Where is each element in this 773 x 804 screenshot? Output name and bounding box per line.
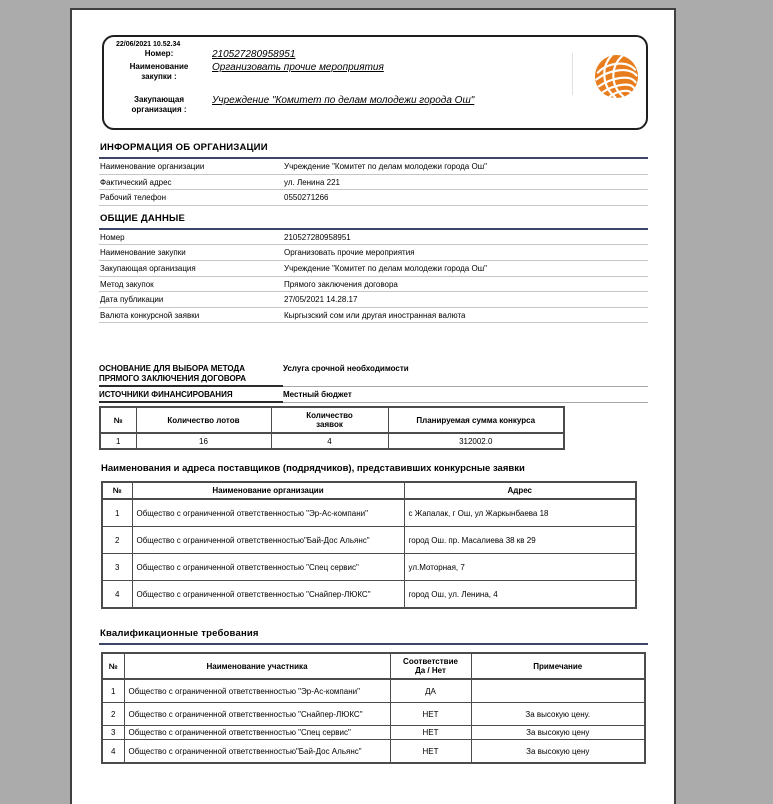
note-value: За высокую цену. (471, 703, 645, 726)
supplier-address: город Ош. пр. Масалиева 38 кв 29 (404, 527, 636, 554)
match-value: НЕТ (390, 726, 471, 740)
info-row (99, 230, 648, 246)
info-row (99, 292, 648, 308)
globe-icon (593, 53, 640, 100)
direct-contract-basis-label: ОСНОВАНИЕ ДЛЯ ВЫБОРА МЕТОДА ПРЯМОГО ЗАКЛЮЧЕНИЯ ДОГОВОРА (99, 364, 283, 387)
work-phone-value: 0550271266 (284, 193, 329, 203)
lots-summary-table (99, 406, 565, 450)
col-planned-sum: Планируемая сумма конкурса (388, 407, 564, 433)
basis-row (99, 390, 648, 403)
supplier-address: город Ош, ул. Ленина, 4 (404, 581, 636, 609)
direct-contract-basis-value: Услуга срочной необходимости (283, 364, 648, 387)
gd-method-label: Метод закупок (100, 279, 154, 289)
col-lot-count: Количество лотов (136, 407, 271, 433)
qualification-table (101, 652, 646, 764)
supplier-address: ул.Моторная, 7 (404, 554, 636, 581)
info-row (99, 190, 648, 206)
general-data-title: ОБЩИЕ ДАННЫЕ (99, 213, 648, 230)
header-box (102, 35, 648, 130)
participant-name: Общество с ограниченной ответственностью "Снайпер-ЛЮКС" (124, 703, 390, 726)
table-header-row (102, 653, 645, 679)
table-header-row (100, 407, 564, 433)
table-row (102, 554, 636, 581)
supplier-name: Общество с ограниченной ответственностью "Спец сервис" (132, 554, 404, 581)
header-field-procurement-name (116, 62, 634, 81)
table-row (100, 433, 564, 449)
lots-num: 1 (100, 433, 136, 449)
work-phone-label: Рабочий телефон (100, 193, 167, 203)
supplier-name: Общество с ограниченной ответственностью "Эр-Ас-компани" (132, 499, 404, 527)
note-value (471, 679, 645, 703)
funding-sources-value: Местный бюджет (283, 390, 648, 403)
participant-num: 4 (102, 740, 124, 764)
document-page (70, 8, 676, 804)
gd-pubdate-value: 27/05/2021 14.28.17 (284, 295, 358, 305)
gd-currency-label: Валюта конкурсной заявки (100, 310, 200, 320)
supplier-name: Общество с ограниченной ответственностью "Снайпер-ЛЮКС" (132, 581, 404, 609)
table-row (102, 679, 645, 703)
col-org-name: Наименование организации (132, 482, 404, 499)
header-divider (572, 53, 573, 95)
section-organization-info (99, 142, 648, 206)
supplier-name: Общество с ограниченной ответственностью"Бай-Дос Альянс" (132, 527, 404, 554)
note-value: За высокую цену (471, 726, 645, 740)
table-row (102, 581, 636, 609)
col-num: № (102, 482, 132, 499)
procurement-name-value: Организовать прочие мероприятия (212, 62, 384, 73)
table-row (102, 726, 645, 740)
page-content (72, 10, 674, 764)
gd-procname-value: Организовать прочие мероприятия (284, 248, 415, 258)
section-qualification (99, 628, 648, 645)
info-row (99, 308, 648, 324)
participant-num: 2 (102, 703, 124, 726)
lots-count: 16 (136, 433, 271, 449)
basis-row (99, 364, 648, 387)
header-field-number (116, 49, 634, 61)
actual-address-value: ул. Ленина 221 (284, 177, 340, 187)
col-num: № (100, 407, 136, 433)
supplier-num: 4 (102, 581, 132, 609)
info-row (99, 159, 648, 175)
note-value: За высокую цену (471, 740, 645, 764)
gd-method-value: Прямого заключения договора (284, 279, 398, 289)
print-timestamp: 22/06/2021 10.52.34 (116, 41, 181, 48)
info-row (99, 175, 648, 191)
match-value: НЕТ (390, 740, 471, 764)
actual-address-label: Фактический адрес (100, 177, 172, 187)
funding-sources-label: ИСТОЧНИКИ ФИНАНСИРОВАНИЯ (99, 390, 283, 403)
qualification-title: Квалификационные требования (99, 628, 648, 645)
section-general-data (99, 213, 648, 324)
col-num: № (102, 653, 124, 679)
col-note: Примечание (471, 653, 645, 679)
participant-name: Общество с ограниченной ответственностью"Бай-Дос Альянс" (124, 740, 390, 764)
suppliers-title: Наименования и адреса поставщиков (подрядчиков), представивших конкурсные заявки (101, 463, 525, 475)
header-field-purchasing-org (116, 95, 634, 114)
table-row (102, 499, 636, 527)
match-value: ДА (390, 679, 471, 703)
org-name-label: Наименование организации (100, 162, 205, 171)
purchasing-org-label: Закупающая организация : (131, 95, 187, 114)
participant-name: Общество с ограниченной ответственностью "Спец сервис" (124, 726, 390, 740)
supplier-num: 1 (102, 499, 132, 527)
col-match: Соответствие Да / Нет (390, 653, 471, 679)
gd-procname-label: Наименование закупки (100, 248, 186, 258)
col-participant-name: Наименование участника (124, 653, 390, 679)
col-address: Адрес (404, 482, 636, 499)
purchasing-org-value: Учреждение "Комитет по делам молодежи города Ош" (212, 95, 475, 107)
bids-count: 4 (271, 433, 388, 449)
supplier-num: 2 (102, 527, 132, 554)
table-row (102, 740, 645, 764)
info-row (99, 277, 648, 293)
org-name-value: Учреждение "Комитет по делам молодежи города Ош" (284, 162, 487, 171)
gd-number-value: 210527280958951 (284, 232, 351, 242)
table-header-row (102, 482, 636, 499)
supplier-num: 3 (102, 554, 132, 581)
procurement-name-label: Наименование закупки : (129, 62, 189, 81)
col-bid-count: Количество заявок (271, 407, 388, 433)
section-basis (99, 364, 648, 403)
table-row (102, 703, 645, 726)
supplier-address: с Жапалак, г Ош, ул Жаркынбаева 18 (404, 499, 636, 527)
organization-info-title: ИНФОРМАЦИЯ ОБ ОРГАНИЗАЦИИ (99, 142, 648, 159)
participant-num: 3 (102, 726, 124, 740)
planned-sum: 312002.0 (388, 433, 564, 449)
table-row (102, 527, 636, 554)
match-value: НЕТ (390, 703, 471, 726)
participant-name: Общество с ограниченной ответственностью "Эр-Ас-компани" (124, 679, 390, 703)
gd-org-value: Учреждение "Комитет по делам молодежи города Ош" (284, 263, 487, 273)
gd-pubdate-label: Дата публикации (100, 295, 164, 305)
number-value: 210527280958951 (212, 49, 296, 60)
gd-number-label: Номер (100, 232, 125, 242)
participant-num: 1 (102, 679, 124, 703)
gd-currency-value: Кыргызский сом или другая иностранная валюта (284, 310, 466, 320)
gd-org-label: Закупающая организация (100, 263, 196, 273)
info-row (99, 261, 648, 277)
info-row (99, 245, 648, 261)
suppliers-table (101, 481, 637, 609)
number-label: Номер: (144, 49, 174, 58)
